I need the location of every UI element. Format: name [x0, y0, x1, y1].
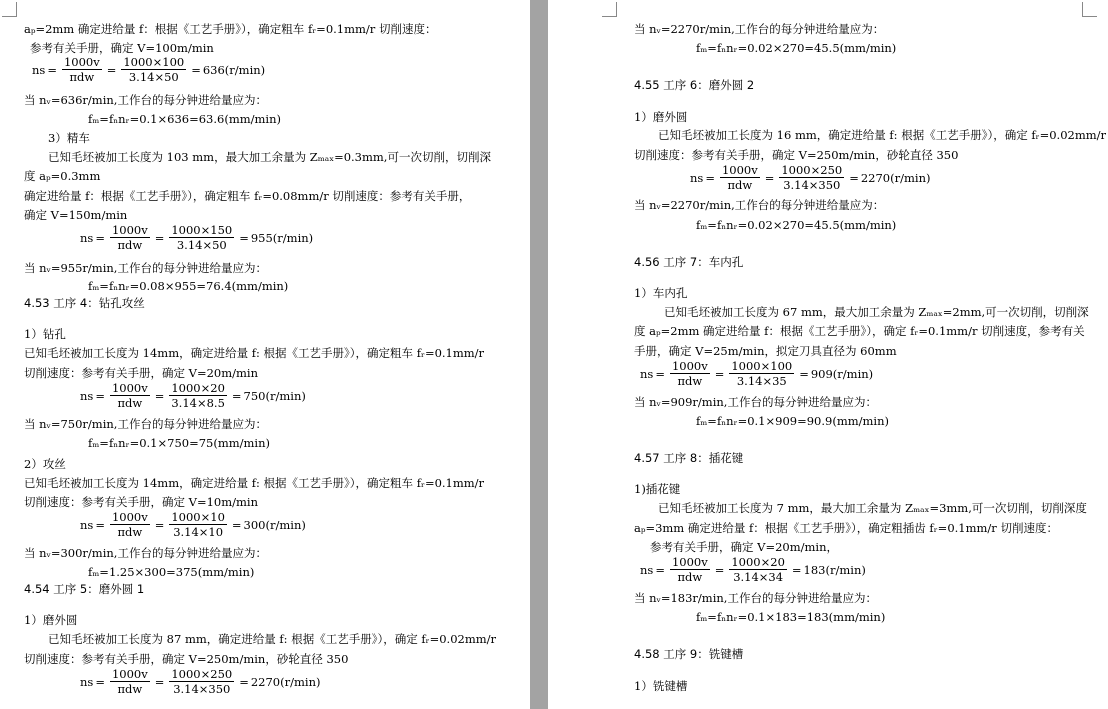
formula-lhs: ns [32, 62, 46, 77]
numerator: 1000×20 [171, 381, 225, 395]
denominator: 3.14×35 [736, 374, 787, 388]
formula: ns = $\frac{1000v}{\text{πdw}}$ = $\frac{1000\times 10}{3.14\times 10}$ = 300(r/min) [80, 510, 306, 539]
text-line: 切削速度：参考有关手册，确定 V=250m/min，砂轮直径 350 [24, 652, 349, 666]
text-line: 已知毛坯被加工长度为 14mm，确定进给量 f: 根据《工艺手册》），确定粗车 fᵣ=0.1mm/r [24, 346, 485, 360]
fraction [169, 510, 227, 539]
text-line: fₘ=fₙnᵣ=0.1×636=63.6(mm/min) [88, 112, 281, 126]
text-line: 已知毛坯被加工长度为 87 mm，确定进给量 f: 根据《工艺手册》），确定 fᵣ=0.02mm/r [48, 632, 497, 646]
denominator: πdw [117, 525, 143, 539]
denominator: 3.14×50 [128, 70, 179, 84]
text-line: 已知毛坯被加工长度为 14mm，确定进给量 f: 根据《工艺手册》），确定粗车 fᵣ=0.1mm/r [24, 476, 485, 490]
formula-result: 750(r/min) [243, 388, 306, 403]
formula: ns = $\frac{1000v}{\text{πdw}}$ = $\frac{1000\times 20}{3.14\times 34}$ = 183(r/min) [640, 555, 866, 584]
fraction [121, 55, 186, 84]
section-heading: 4.54 工序 5：磨外圆 1 [24, 582, 145, 596]
page-corner-mark [602, 2, 617, 17]
fraction [779, 163, 844, 192]
text-line: 已知毛坯被加工长度为 67 mm，最大加工余量为 Zₘₐₓ=2mm,可一次切削，切削深 [664, 305, 1089, 319]
text-line: 切削速度：参考有关手册，确定 V=10m/min [24, 495, 258, 509]
denominator: πdw [677, 570, 703, 584]
document-page-left [0, 0, 530, 709]
fraction [110, 381, 150, 410]
numerator: 1000v [63, 55, 100, 69]
fraction [720, 163, 760, 192]
denominator: 3.14×350 [783, 178, 841, 192]
fraction [670, 359, 710, 388]
text-line: 1）磨外圆 [634, 110, 688, 124]
section-heading: 4.56 工序 7：车内孔 [634, 255, 744, 269]
formula-lhs: ns [80, 388, 94, 403]
text-line: fₘ=fₙnᵣ=0.02×270=45.5(mm/min) [696, 218, 897, 232]
text-line: 当 nᵥ=750r/min,工作台的每分钟进给量应为： [24, 417, 267, 431]
numerator: 1000v [721, 163, 758, 177]
section-heading: 4.55 工序 6：磨外圆 2 [634, 78, 755, 92]
formula: ns = $\frac{1000v}{\text{πdw}}$ = $\frac{1000\times 250}{3.14\times 350}$ = 2270(r/min) [690, 163, 931, 192]
text-line: 当 nᵥ=636r/min,工作台的每分钟进给量应为： [24, 93, 267, 107]
denominator: πdw [117, 682, 143, 696]
numerator: 1000v [111, 667, 148, 681]
text-line: 手册，确定 V=25m/min，拟定刀具直径为 60mm [634, 344, 897, 358]
numerator: 1000v [111, 223, 148, 237]
document-page-right [548, 0, 1108, 709]
text-line: 度 aₚ=2mm 确定进给量 f：根据《工艺手册》），确定 fᵣ=0.1mm/r 切削速度，参考有关 [634, 324, 1085, 338]
fraction [169, 667, 234, 696]
text-line: 3）精车 [48, 131, 90, 145]
text-line: 确定进给量 f：根据《工艺手册》），确定粗车 fᵣ=0.08mm/r 切削速度：参考有关手册， [24, 189, 471, 203]
text-line: 当 nᵥ=955r/min,工作台的每分钟进给量应为： [24, 261, 267, 275]
numerator: 1000v [671, 359, 708, 373]
text-line: 已知毛坯被加工长度为 103 mm，最大加工余量为 Zₘₐₓ=0.3mm,可一次切削，切削深 [48, 150, 491, 164]
denominator: 3.14×10 [173, 525, 224, 539]
text-line: 1）车内孔 [634, 286, 688, 300]
fraction [729, 359, 794, 388]
denominator: πdw [727, 178, 753, 192]
denominator: πdw [69, 70, 95, 84]
text-line: 1）钻孔 [24, 327, 66, 341]
numerator: 1000×250 [781, 163, 843, 177]
page-gap [530, 0, 548, 709]
text-line: 当 nᵥ=2270r/min,工作台的每分钟进给量应为： [634, 198, 885, 212]
text-line: aₚ=3mm 确定进给量 f：根据《工艺手册》），确定粗插齿 fᵣ=0.1mm/r 切削速度： [634, 521, 1058, 535]
text-line: fₘ=fₙnᵣ=0.1×183=183(mm/min) [696, 610, 886, 624]
text-line: fₘ=fₙnᵣ=0.02×270=45.5(mm/min) [696, 41, 897, 55]
formula-lhs: ns [640, 366, 654, 381]
text-line: 2）攻丝 [24, 457, 66, 471]
text-line: 当 nᵥ=183r/min,工作台的每分钟进给量应为： [634, 591, 877, 605]
formula-result: 909(r/min) [810, 366, 874, 381]
text-line: 切削速度：参考有关手册，确定 V=20m/min [24, 366, 258, 380]
formula-result: 955(r/min) [250, 230, 314, 245]
text-line: 当 nᵥ=2270r/min,工作台的每分钟进给量应为： [634, 22, 885, 36]
section-heading: 4.57 工序 8：插花键 [634, 451, 744, 465]
section-heading: 4.53 工序 4：钻孔攻丝 [24, 296, 145, 310]
denominator: 3.14×350 [173, 682, 231, 696]
numerator: 1000×250 [171, 667, 233, 681]
denominator: πdw [117, 238, 143, 252]
text-line: 度 aₚ=0.3mm [24, 169, 101, 183]
formula: ns = $\frac{1000v}{\text{πdw}}$ = $\frac{1000\times 250}{3.14\times 350}$ = 2270(r/min) [80, 667, 321, 696]
formula-result: 636(r/min) [202, 62, 266, 77]
numerator: 1000×100 [731, 359, 793, 373]
formula-result: 183(r/min) [803, 562, 866, 577]
formula-lhs: ns [640, 562, 654, 577]
fraction [110, 510, 150, 539]
section-heading: 4.58 工序 9：铣键槽 [634, 647, 744, 661]
numerator: 1000v [111, 510, 148, 524]
numerator: 1000×20 [731, 555, 785, 569]
text-line: fₘ=fₙnᵣ=0.1×909=90.9(mm/min) [696, 414, 889, 428]
text-line: 当 nᵥ=300r/min,工作台的每分钟进给量应为： [24, 546, 267, 560]
text-line: 切削速度：参考有关手册，确定 V=250m/min，砂轮直径 350 [634, 148, 959, 162]
text-line: fₘ=1.25×300=375(mm/min) [88, 565, 255, 579]
formula: ns = $\frac{1000v}{\text{πdw}}$ = $\frac{1000\times 150}{3.14\times 50}$ = 955(r/min) [80, 223, 314, 252]
text-line: 已知毛坯被加工长度为 16 mm，确定进给量 f: 根据《工艺手册》），确定 fᵣ=0.02mm/r [658, 128, 1107, 142]
text-line: 当 nᵥ=909r/min,工作台的每分钟进给量应为： [634, 395, 877, 409]
denominator: πdw [677, 374, 703, 388]
page-corner-mark [2, 2, 17, 17]
fraction [729, 555, 787, 584]
formula-lhs: ns [80, 230, 94, 245]
text-line: fₘ=fₙnᵣ=0.08×955=76.4(mm/min) [88, 279, 289, 293]
text-line: 参考有关手册，确定 V=20m/min， [650, 540, 838, 554]
text-line: 1)插花键 [634, 482, 681, 496]
fraction [62, 55, 102, 84]
formula: ns = $\frac{1000v}{\text{πdw}}$ = $\frac{1000\times 20}{3.14\times 8.5}$ = 750(r/min) [80, 381, 306, 410]
numerator: 1000×100 [123, 55, 185, 69]
denominator: 3.14×34 [733, 570, 784, 584]
formula-lhs: ns [80, 517, 94, 532]
text-line: 1）磨外圆 [24, 613, 78, 627]
formula-lhs: ns [690, 170, 704, 185]
fraction [110, 223, 150, 252]
denominator: 3.14×8.5 [171, 396, 225, 410]
text-line: 1）铣键槽 [634, 679, 688, 693]
page-corner-mark [1082, 2, 1097, 17]
formula-result: 2270(r/min) [860, 170, 931, 185]
text-line: 确定 V=150m/min [24, 208, 128, 222]
formula-result: 2270(r/min) [250, 674, 321, 689]
fraction [169, 381, 227, 410]
text-line: 已知毛坯被加工长度为 7 mm，最大加工余量为 Zₘₐₓ=3mm,可一次切削，切削深度 [658, 501, 1087, 515]
denominator: πdw [117, 396, 143, 410]
text-line: 参考有关手册，确定 V=100m/min [30, 41, 214, 55]
formula-result: 300(r/min) [243, 517, 306, 532]
numerator: 1000×150 [171, 223, 233, 237]
fraction [169, 223, 234, 252]
fraction [110, 667, 150, 696]
formula-lhs: ns [80, 674, 94, 689]
numerator: 1000v [111, 381, 148, 395]
formula: ns = $\frac{1000v}{\text{πdw}}$ = $\frac{1000\times 100}{3.14\times 35}$ = 909(r/min) [640, 359, 874, 388]
numerator: 1000v [671, 555, 708, 569]
formula: ns = $\frac{1000v}{\text{πdw}}$ = $\frac{1000\times 100}{3.14\times 50}$ = 636(r/min) [32, 55, 266, 84]
text-line: fₘ=fₙnᵣ=0.1×750=75(mm/min) [88, 436, 271, 450]
fraction [670, 555, 710, 584]
denominator: 3.14×50 [176, 238, 227, 252]
text-line: aₚ=2mm 确定进给量 f：根据《工艺手册》），确定粗车 fᵣ=0.1mm/r 切削速度： [24, 22, 437, 36]
numerator: 1000×10 [171, 510, 225, 524]
